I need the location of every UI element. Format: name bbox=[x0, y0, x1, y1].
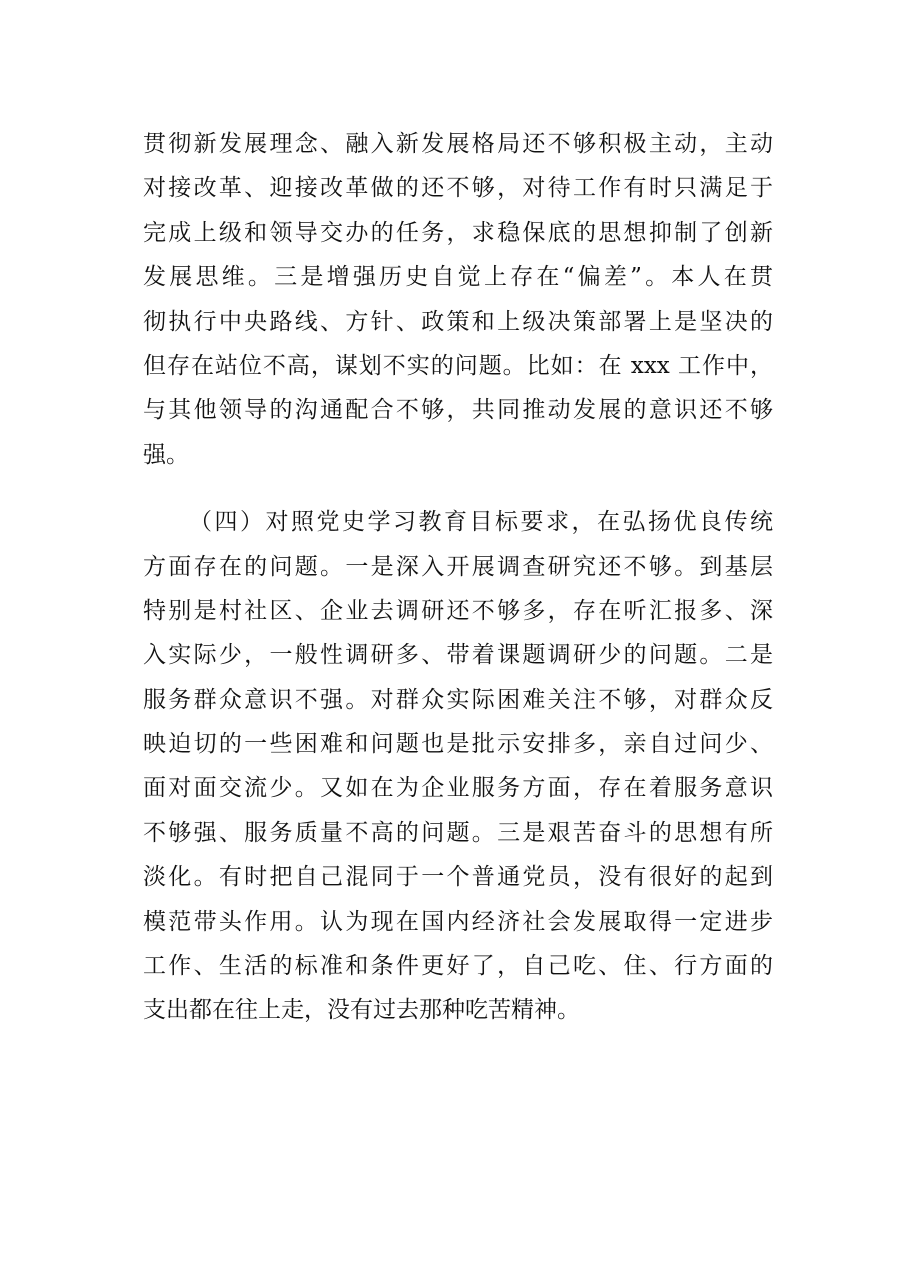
text-line: 与其他领导的沟通配合不够，共同推动发展的意识还不够 bbox=[143, 397, 773, 424]
text-line: 完成上级和领导交办的任务，求稳保底的思想抑制了创新 bbox=[143, 219, 773, 246]
text-line: 强。 bbox=[143, 441, 189, 468]
text-line: 入实际少，一般性调研多、带着课题调研少的问题。二是 bbox=[143, 642, 773, 669]
text-line: 支出都在往上走，没有过去那种吃苦精神。 bbox=[143, 997, 580, 1024]
text-line: 映迫切的一些困难和问题也是批示安排多，亲自过问少、 bbox=[143, 731, 773, 758]
text-line: 但存在站位不高，谋划不实的问题。比如：在 xxx 工作中， bbox=[143, 352, 773, 379]
text-line: 对接改革、迎接改革做的还不够，对待工作有时只满足于 bbox=[143, 175, 773, 202]
text-line: 贯彻新发展理念、融入新发展格局还不够积极主动，主动 bbox=[143, 131, 773, 157]
text-line: 方面存在的问题。一是深入开展调查研究还不够。到基层 bbox=[143, 553, 773, 580]
paragraph-spacer bbox=[143, 477, 773, 500]
text-line: 不够强、服务质量不高的问题。三是艰苦奋斗的思想有所 bbox=[143, 819, 773, 846]
text-line: 特别是村社区、企业去调研还不够多，存在听汇报多、深 bbox=[143, 597, 773, 624]
paragraph-1 bbox=[143, 122, 773, 477]
text-line: 发展思维。三是增强历史自觉上存在“偏差”。本人在贯 bbox=[143, 264, 773, 291]
document-body bbox=[143, 122, 773, 1033]
text-line: 淡化。有时把自己混同于一个普通党员，没有很好的起到 bbox=[143, 864, 773, 891]
text-line: 面对面交流少。又如在为企业服务方面，存在着服务意识 bbox=[143, 775, 773, 802]
text-line: 彻执行中央路线、方针、政策和上级决策部署上是坚决的 bbox=[143, 308, 773, 335]
text-line: 服务群众意识不强。对群众实际困难关注不够，对群众反 bbox=[143, 686, 773, 713]
text-line: 模范带头作用。认为现在国内经济社会发展取得一定进步 bbox=[143, 908, 773, 935]
text-line: 工作、生活的标准和条件更好了，自己吃、住、行方面的 bbox=[143, 953, 773, 980]
paragraph-2 bbox=[143, 500, 773, 1033]
text-line: （四）对照党史学习教育目标要求，在弘扬优良传统 bbox=[189, 509, 773, 536]
